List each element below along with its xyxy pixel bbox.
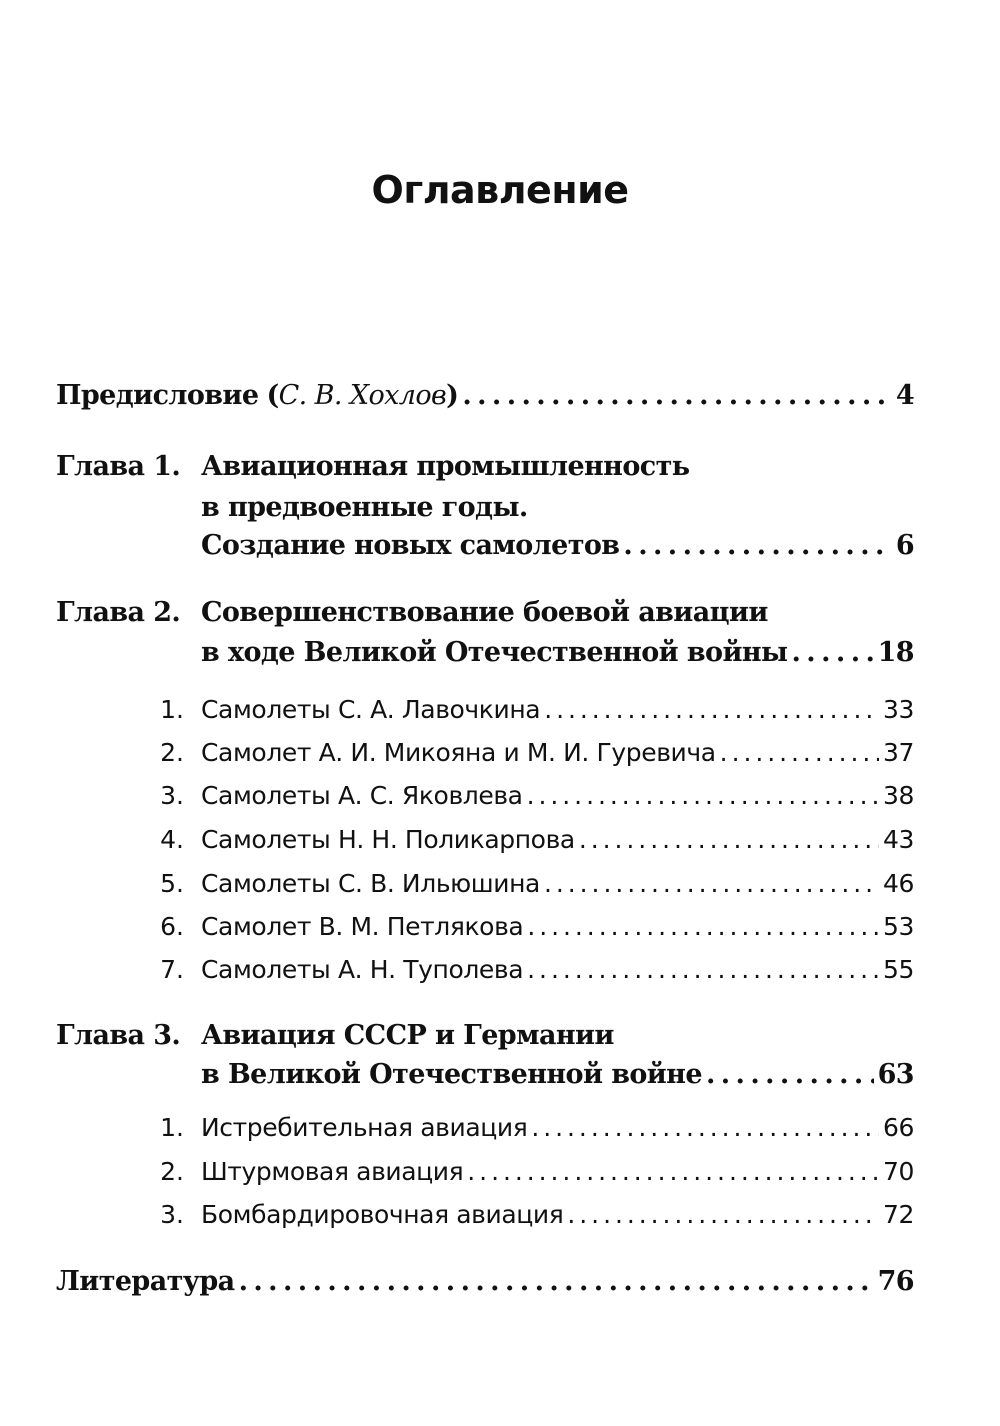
toc-entry-literature[interactable] xyxy=(56,1266,914,1297)
section-number: 1. xyxy=(160,1113,184,1142)
toc-entry-chapter-2[interactable] xyxy=(201,637,914,668)
section-number: 1. xyxy=(160,695,184,724)
dot-leader xyxy=(544,695,879,724)
preface-label: Предисловие xyxy=(56,380,259,411)
page-number: 4 xyxy=(895,380,914,411)
page-number: 37 xyxy=(882,738,914,767)
page-number: 6 xyxy=(895,530,914,561)
literature-label: Литература xyxy=(56,1266,235,1297)
page-number: 46 xyxy=(882,869,914,898)
chapter-3-title-line[interactable]: Авиация СССР и Германии xyxy=(201,1020,614,1051)
toc-entry-section[interactable] xyxy=(201,1157,914,1186)
dot-leader xyxy=(527,781,879,810)
dot-leader xyxy=(531,1113,879,1142)
section-title: Самолеты А. Н. Туполева xyxy=(201,955,524,984)
section-title: Самолеты С. А. Лавочкина xyxy=(201,695,541,724)
chapter-1-title-line: Создание новых самолетов xyxy=(201,530,620,561)
dot-leader xyxy=(544,869,879,898)
section-number: 6. xyxy=(160,912,184,941)
dot-leader xyxy=(623,530,891,561)
dot-leader xyxy=(720,738,879,767)
dot-leader xyxy=(527,912,879,941)
toc-entry-section[interactable] xyxy=(201,912,914,941)
page-number: 72 xyxy=(882,1200,914,1229)
section-number: 2. xyxy=(160,1157,184,1186)
page-number: 33 xyxy=(882,695,914,724)
toc-entry-chapter-1[interactable] xyxy=(201,530,914,561)
page-number: 43 xyxy=(882,825,914,854)
section-title: Бомбардировочная авиация xyxy=(201,1200,564,1229)
toc-entry-section[interactable] xyxy=(201,955,914,984)
toc-entry-section[interactable] xyxy=(201,1200,914,1229)
section-title: Самолеты А. С. Яковлева xyxy=(201,781,523,810)
page-title: Оглавление xyxy=(371,168,629,212)
chapter-3-title-line: в Великой Отечественной войне xyxy=(201,1059,702,1090)
page-number: 55 xyxy=(882,955,914,984)
chapter-1-title-line[interactable]: в предвоенные годы. xyxy=(201,492,528,523)
section-number: 3. xyxy=(160,1200,184,1229)
chapter-1-label: Глава 1. xyxy=(56,451,181,482)
section-title: Штурмовая авиация xyxy=(201,1157,464,1186)
chapter-2-label: Глава 2. xyxy=(56,597,181,628)
page-number: 53 xyxy=(882,912,914,941)
toc-entry-section[interactable] xyxy=(201,738,914,767)
toc-entry-section[interactable] xyxy=(201,869,914,898)
chapter-1-title-line[interactable]: Авиационная промышленность xyxy=(201,451,690,482)
toc-entry-section[interactable] xyxy=(201,695,914,724)
chapter-2-title-line: в ходе Великой Отечественной войны xyxy=(201,637,788,668)
page-number: 66 xyxy=(882,1113,914,1142)
section-number: 4. xyxy=(160,825,184,854)
section-title: Самолет В. М. Петлякова xyxy=(201,912,524,941)
toc-entry-section[interactable] xyxy=(201,1113,914,1142)
dot-leader xyxy=(527,955,879,984)
dot-leader xyxy=(239,1266,874,1297)
dot-leader xyxy=(706,1059,874,1090)
section-number: 5. xyxy=(160,869,184,898)
dot-leader xyxy=(567,1200,879,1229)
page-number: 38 xyxy=(882,781,914,810)
section-title: Самолет А. И. Микояна и М. И. Гуревича xyxy=(201,738,716,767)
toc-entry-section[interactable] xyxy=(201,825,914,854)
dot-leader xyxy=(462,380,892,411)
dot-leader xyxy=(579,825,879,854)
section-title: Самолеты С. В. Ильюшина xyxy=(201,869,540,898)
chapter-3-label: Глава 3. xyxy=(56,1020,181,1051)
toc-entry-chapter-3[interactable] xyxy=(201,1059,914,1090)
section-number: 3. xyxy=(160,781,184,810)
section-title: Самолеты Н. Н. Поликарпова xyxy=(201,825,575,854)
preface-author: С. В. Хохлов xyxy=(278,380,447,411)
page-number: 18 xyxy=(877,637,914,668)
dot-leader xyxy=(467,1157,879,1186)
section-number: 2. xyxy=(160,738,184,767)
page-number: 70 xyxy=(882,1157,914,1186)
dot-leader xyxy=(792,637,874,668)
toc-entry-section[interactable] xyxy=(201,781,914,810)
chapter-2-title-line[interactable]: Совершенствование боевой авиации xyxy=(201,597,768,628)
page-number: 76 xyxy=(877,1266,914,1297)
toc-entry-preface[interactable]: Предисловие (С. В. Хохлов) . . . 4 xyxy=(56,380,914,411)
page-number: 63 xyxy=(877,1059,914,1090)
section-title: Истребительная авиация xyxy=(201,1113,528,1142)
section-number: 7. xyxy=(160,955,184,984)
